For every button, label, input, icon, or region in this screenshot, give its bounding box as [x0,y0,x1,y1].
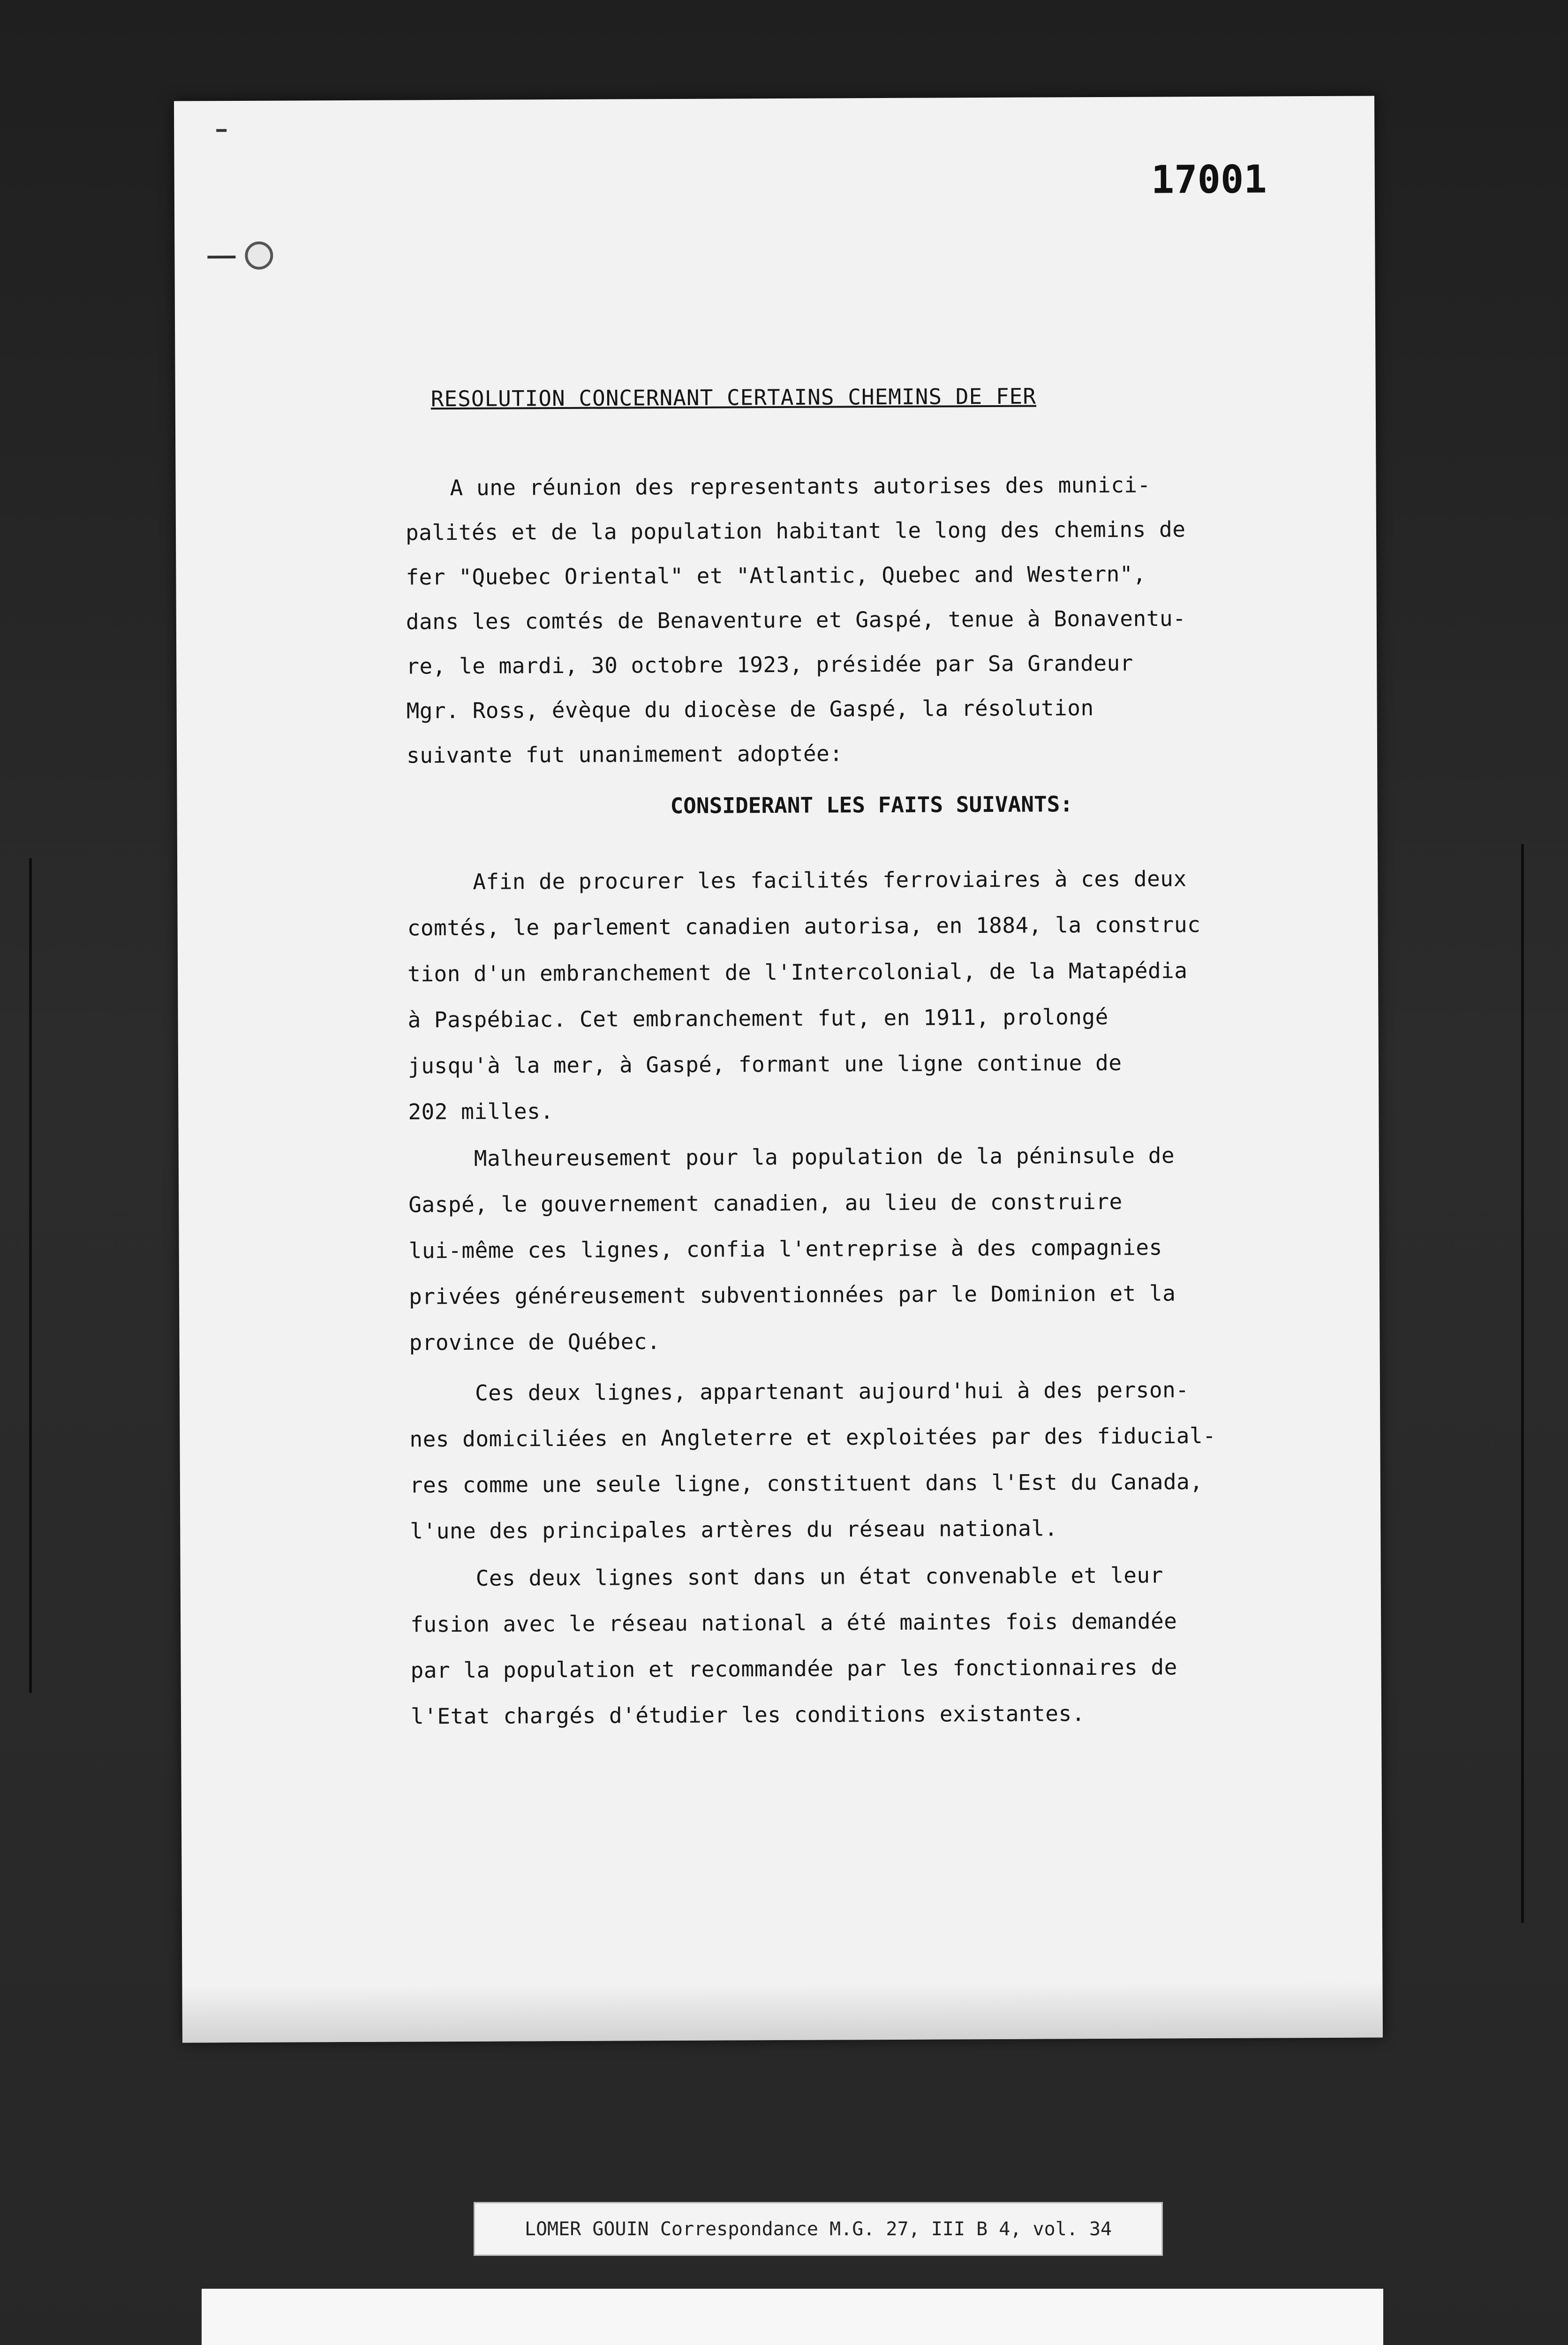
text-line: Mgr. Ross, évèque du diocèse de Gaspé, la résolution [406,695,1094,724]
text-line: à Paspébiac. Cet embranchement fut, en 1911, prolongé [407,1004,1108,1033]
archive-reference-label: LOMER GOUIN Correspondance M.G. 27, III B 4, vol. 34 [474,2202,1163,2256]
margin-mark [207,256,235,258]
text-line: comtés, le parlement canadien autorisa, en 1884, la construc [407,912,1201,941]
paragraph-3 [179,1142,1379,1355]
paragraph-1 [175,471,1376,768]
text-line: lui-même ces lignes, confia l'entreprise à des compagnies [408,1234,1162,1263]
text-line: palités et de la population habitant le long des chemins de [405,516,1186,545]
text-line: suivante fut unanimement adoptée: [406,741,843,768]
paragraph-5 [181,1561,1381,1729]
text-line: 202 milles. [408,1098,554,1125]
text-line: l'une des principales artères du réseau national. [410,1515,1058,1544]
archives-stamp [202,2289,1383,2345]
paragraph-4 [180,1376,1380,1544]
text-line: par la population et recommandée par les fonctionnaires de [410,1654,1177,1683]
text-line: tion d'un embranchement de l'Intercolonial, de la Matapédia [407,958,1188,987]
right-frame-line [1521,844,1524,1923]
text-line: Gaspé, le gouvernement canadien, au lieu de construire [408,1188,1123,1218]
text-line: Malheureusement pour la population de la péninsule de [474,1142,1175,1171]
text-line: Ces deux lignes, appartenant aujourd'hui à des person- [475,1377,1189,1406]
paragraph-2 [177,865,1378,1125]
margin-mark [216,129,226,132]
text-line: dans les comtés de Benaventure et Gaspé, tenue à Bonaventu- [406,605,1186,635]
text-line: Ces deux lignes sont dans un état convenable et leur [475,1562,1163,1591]
text-line: A une réunion des representants autorises des munici- [450,472,1151,501]
text-line: jusqu'à la mer, à Gaspé, formant une ligne continue de [407,1050,1122,1079]
document-number: 17001 [1151,157,1267,203]
text-line: re, le mardi, 30 octobre 1923, présidée par Sa Grandeur [406,650,1134,679]
text-line: privées généreusement subventionnées par le Dominion et la [408,1280,1176,1309]
section-heading: CONSIDERANT LES FAITS SUIVANTS: [670,791,1073,818]
text-line: l'Etat chargés d'étudier les conditions existantes. [410,1701,1086,1729]
text-line: Afin de procurer les facilités ferroviaires à ces deux [473,866,1187,894]
text-line: nes domiciliées en Angleterre et exploitées par des fiducial- [409,1422,1216,1452]
text-line: fusion avec le réseau national a été maintes fois demandée [410,1608,1177,1637]
text-line: res comme une seule ligne, constituent dans l'Est du Canada, [409,1469,1203,1498]
text-line: fer "Quebec Oriental" et "Atlantic, Quebec and Western", [406,561,1146,590]
text-line: province de Québec. [409,1329,661,1355]
punch-hole [245,242,273,270]
document-page [174,96,1383,2042]
left-frame-line [29,858,32,1693]
document-title: RESOLUTION CONCERNANT CERTAINS CHEMINS DE FER [430,383,1037,412]
